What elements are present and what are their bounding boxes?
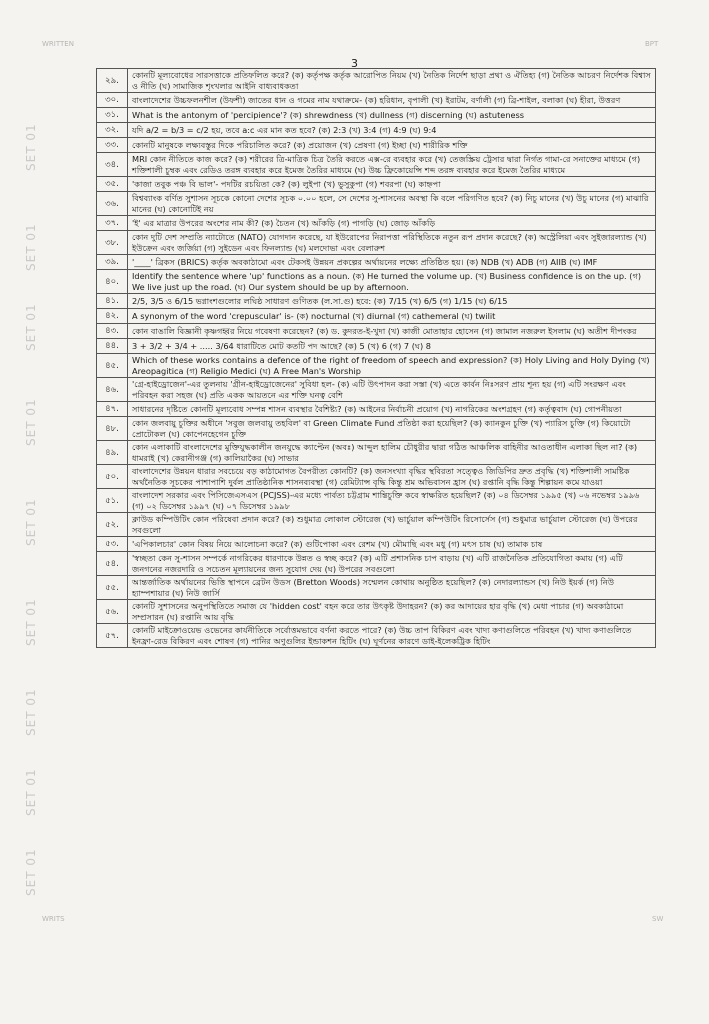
question-text: যদি a/2 = b/3 = c/2 হয়, তবে a:c এর মান কত হবে? (ক) 2:3 (খ) 3:4 (গ) 4:9 (ঘ) 9:4: [128, 123, 656, 138]
question-text: কোনটি মূল্যবোধের সারসত্তাকে প্রতিফলিত করে? (ক) কর্তৃপক্ষ কর্তৃক আরোপিত নিয়ম (খ) নৈতিক নির্দেশ ছাড়া প্রথা ও ঐতিহ্য (গ) নৈতিক আচরণ নির্দেশক বিশ্বাস ও নীতি (ঘ) সামাজিক শৃংখলার আইনি বাধ্যবাধকতা: [128, 69, 656, 93]
question-number: ৫৫.: [97, 576, 128, 600]
question-number: ৩১.: [97, 108, 128, 123]
question-number: ৪৩.: [97, 324, 128, 339]
question-text: কোন বাঙালি বিজ্ঞানী কৃষ্ণগহ্বর নিয়ে গবেষণা করেছেন? (ক) ড. কুদরত-ই-খুদা (খ) কাজী মোতাহার হোসেন (গ) জামাল নজরুল ইসলাম (ঘ) অতীশ দীপংকর: [128, 324, 656, 339]
question-row: [97, 294, 656, 309]
question-text: '____' ব্রিকস (BRICS) কর্তৃক অবকাঠামো এবং টেকসই উন্নয়ন প্রকল্পের অর্থায়নের লক্ষ্যে প্রতিষ্ঠিত হয়। (ক) NDB (খ) ADB (গ) AIIB (ঘ) IMF: [128, 255, 656, 270]
corner-mark-bottom-left: WRITS: [42, 915, 65, 923]
question-number: ৪৬.: [97, 378, 128, 402]
question-row: [97, 624, 656, 648]
watermark-set: SET 01: [24, 303, 38, 351]
question-row: [97, 69, 656, 93]
question-text: A synonym of the word 'crepuscular' is- (ক) nocturnal (খ) diurnal (গ) cathemeral (ঘ) twilit: [128, 309, 656, 324]
watermark-set: SET 01: [24, 498, 38, 546]
question-number: ৪৮.: [97, 417, 128, 441]
question-text: বিশ্বব্যাংক বর্ণিত সুশাসন সূচকে কোনো দেশের সূচক ০.০০ হলে, সে দেশের সু-শাসনের অবস্থা কি বলে পরিগণিত হবে? (ক) নিচু মানের (খ) উচু মানের (গ) মাঝারি মানের (ঘ) কোনোটিই নয়: [128, 192, 656, 216]
question-text: সাধারনের দৃষ্টিতে কোনটি মূল্যবোধ সম্পন্ন শাসন ব্যবস্থার বৈশিষ্ট্য? (ক) আইনের নির্বাচনী প্রয়োগ (খ) নাগরিকের অংশগ্রহণ (গ) কর্তৃত্ববাদ (ঘ) গোপনীয়তা: [128, 402, 656, 417]
question-number: ৪৪.: [97, 339, 128, 354]
question-text: কোনটি মাইক্রোওয়েভ ওভেনের কার্যনীতিকে সর্বোত্তমভাবে বর্ণনা করতে পারে? (ক) উচ্চ তাপ বিকিরণ এবং খাদ্য কণাগুলিতে পরিবহন (খ) খাদ্য কণাগুলিতে ইনফ্রা-রেড বিকিরণ এবং শোষণ (গ) পানির অণুগুলির ইন্ডাকশন হিটিং (ঘ) ঘূর্ণনের কারণে ডাই-ইলেকট্রিক হিটিং: [128, 624, 656, 648]
question-text: কোনটি সুশাসনের অনুপস্থিতিতে সমাজ যে 'hidden cost' বহন করে তার উৎকৃষ্ট উদাহরন? (ক) কর আদায়ের হার বৃদ্ধি (খ) মেধা পাচার (গ) অবকাঠামো সম্প্রসারন (ঘ) রপ্তানি আয় বৃদ্ধি: [128, 600, 656, 624]
watermark-set: SET 01: [24, 688, 38, 736]
watermark-set: SET 01: [24, 848, 38, 896]
question-number: ৫১.: [97, 489, 128, 513]
question-text: 3 + 3/2 + 3/4 + ..... 3/64 ধারাটিতে মোট কতটি পদ আছে? (ক) 5 (খ) 6 (গ) 7 (ঘ) 8: [128, 339, 656, 354]
question-row: [97, 339, 656, 354]
question-number: ৫৬.: [97, 600, 128, 624]
question-text: 'কাজা তবুক পঞ্চ বি ভাল'- পদটির রচয়িতা কে? (ক) লুইপা (খ) ভুসুকুপা (গ) শবরপা (ঘ) কাহ্নপা: [128, 177, 656, 192]
question-row: [97, 489, 656, 513]
question-number: ৩০.: [97, 93, 128, 108]
question-row: [97, 441, 656, 465]
question-row: [97, 108, 656, 123]
question-row: [97, 552, 656, 576]
question-text: 'স্বচ্ছতা কেন সু-শাসন সম্পর্কে নাগরিকের ধারণাকে উন্নত ও স্বচ্ছ করে? (ক) এটি প্রশাসনিক চাপ বাড়ায় (খ) এটি রাজনৈতিক প্রতিযোগিতা কমায় (গ) এটি জনগনের নজরদারি ও সচেতন মূল্যায়নের জন্য সুযোগ দেয় (ঘ) উপরের সবগুলো: [128, 552, 656, 576]
question-text: 'এপিকালচার' কোন বিষয় নিয়ে আলোচনা করে? (ক) গুটিপোকা এবং রেশম (খ) মৌমাছি এবং মধু (গ) মৎস চাষ (ঘ) তামাক চাষ: [128, 537, 656, 552]
question-number: ৩৬.: [97, 192, 128, 216]
question-number: ৫৭.: [97, 624, 128, 648]
watermark-set: SET 01: [24, 768, 38, 816]
question-number: ৪৯.: [97, 441, 128, 465]
question-text: বাংলাদেশের উচ্চফলনশীল (উফশী) জাতের ধান ও গমের নাম যথাক্রমে- (ক) হরিধান, বৃপালী (খ) ইরাটম, বর্ণালী (গ) ব্রি-শাইল, বলাকা (ঘ) হীরা, উত্তরণ: [128, 93, 656, 108]
watermark-set: SET 01: [24, 598, 38, 646]
question-row: [97, 231, 656, 255]
question-row: [97, 93, 656, 108]
corner-mark-top-right: BPT: [645, 40, 659, 48]
question-text: Which of these works contains a defence of the right of freedom of speech and expression? (ক) Holy Living and Holy Dying (খ) Areopagitica (গ) Religio Medici (ঘ) A Free Man's Worship: [128, 354, 656, 378]
question-row: [97, 378, 656, 402]
question-row: [97, 177, 656, 192]
question-text: Identify the sentence where 'up' functions as a noun. (ক) He turned the volume up. (খ) Business confidence is on the up. (গ) We live just up the road. (ঘ) Our system should be up by afternoon.: [128, 270, 656, 294]
question-row: [97, 138, 656, 153]
question-row: [97, 192, 656, 216]
question-row: [97, 324, 656, 339]
question-number: ৩৯.: [97, 255, 128, 270]
question-text: বাংলাদেশের উন্নয়ন ধারার সবচেয়ে বড় কাঠামোগত বৈপরীত্য কোনটি? (ক) জনসংখ্যা বৃদ্ধির স্থবিরতা সত্ত্বেও জিডিপির দ্রুত প্রবৃদ্ধি (খ) শক্তিশালী সামষ্টিক অর্থনৈতিক সূচকের পাশাপাশি দুর্বল প্রাতিষ্ঠানিক শাসনব্যবস্থা (গ) রেমিট্যান্স বৃদ্ধি কিন্তু শ্রম অভিবাসন হ্রাস (ঘ) রপ্তানি বৃদ্ধি কিন্তু শিল্পায়ন কমে যাওয়া: [128, 465, 656, 489]
question-text: কোনটি মানুষকে লক্ষ্যবস্তুর দিকে পরিচালিত করে? (ক) প্রয়োজন (খ) প্রেষণা (গ) ইচ্ছা (ঘ) শারীরিক শক্তি: [128, 138, 656, 153]
question-number: ৩৫.: [97, 177, 128, 192]
question-text: 'ই' এর মাত্রার উপরের অংশের নাম কী? (ক) চৈতন (খ) আঁকড়ি (গ) পাগড়ি (ঘ) জোড় আঁকড়ি: [128, 216, 656, 231]
question-row: [97, 576, 656, 600]
watermark-set: SET 01: [24, 223, 38, 271]
question-text: ক্লাউড কম্পিউটিং কোন পরিষেবা প্রদান করে? (ক) শুধুমাত্র লোকাল স্টোরেজ (খ) ভার্চুয়াল কম্পিউটিং রিসোর্সেস (গ) শুধুমাত্র ভার্চুয়াল স্টোরেজ (ঘ) উপরের সবগুলো: [128, 513, 656, 537]
question-text: 2/5, 3/5 ও 6/15 ভগ্নাংশগুলোর লঘিষ্ঠ সাধারণ গুণিতক (ল.সা.গু) হবে: (ক) 7/15 (খ) 6/5 (গ) 1/15 (ঘ) 6/15: [128, 294, 656, 309]
question-row: [97, 123, 656, 138]
question-number: ৪০.: [97, 270, 128, 294]
question-row: [97, 402, 656, 417]
question-number: ৪৫.: [97, 354, 128, 378]
question-text: What is the antonym of 'percipience'? (ক) shrewdness (খ) dullness (গ) discerning (ঘ) astuteness: [128, 108, 656, 123]
question-number: ৩৮.: [97, 231, 128, 255]
question-row: [97, 354, 656, 378]
question-row: [97, 600, 656, 624]
question-number: ৩৩.: [97, 138, 128, 153]
question-number: ৩৭.: [97, 216, 128, 231]
question-row: [97, 255, 656, 270]
watermark-set: SET 01: [24, 123, 38, 171]
question-table: [96, 68, 656, 648]
question-text: কোন জলবায়ু চুক্তির অধীনে 'সবুজ জলবায়ু তহবিল' বা Green Climate Fund প্রতিষ্ঠা করা হয়েছিল? (ক) ক্যানকুন চুক্তি (খ) প্যারিস চুক্তি (গ) কিয়োটো প্রোটোকল (ঘ) কোপেনহেগেন চুক্তি: [128, 417, 656, 441]
question-number: ৫২.: [97, 513, 128, 537]
question-text: কোন দুটি দেশ সম্প্রতি ন্যাটোতে (NATO) যোগদান করেছে, যা ইউরোপের নিরাপত্তা পরিস্থিতিকে নতুন রূপ প্রদান করেছে? (ক) অস্ট্রেলিয়া এবং সুইজারল্যান্ড (খ) ইউক্রেন এবং জর্জিয়া (গ) সুইডেন এবং ফিনল্যান্ড (ঘ) মলদোভা এবং বেলারুশ: [128, 231, 656, 255]
watermark-set: SET 01: [24, 398, 38, 446]
question-row: [97, 537, 656, 552]
question-number: ৫০.: [97, 465, 128, 489]
question-row: [97, 153, 656, 177]
question-number: ৪১.: [97, 294, 128, 309]
question-text: বাংলাদেশ সরকার এবং পিসিজেএসএস (PCJSS)-এর মধ্যে পার্বত্য চট্টগ্রাম শান্তিচুক্তি কবে স্বাক্ষরিত হয়েছিল? (ক) ০৪ ডিসেম্বর ১৯৯৫ (খ) ০৬ নভেম্বর ১৯৯৬ (গ) ০২ ডিসেম্বর ১৯৯৭ (ঘ) ০৭ ডিসেম্বর ১৯৯৮: [128, 489, 656, 513]
question-text: 'গ্রে-হাইড্রোজেন'-এর তুলনায় 'গ্রীন-হাইড্রোজেনের' সুবিধা হল- (ক) এটি উৎপাদন করা সস্তা (খ) এতে কার্বন নিঃসরণ প্রায় শূন্য হয় (গ) এটি সংরক্ষণ এবং পরিবহন করা সহজ (ঘ) প্রতি একক আয়তনে এর শক্তি ঘনত্ব বেশি: [128, 378, 656, 402]
question-row: [97, 417, 656, 441]
corner-mark-top-left: WRITTEN: [42, 40, 74, 48]
question-row: [97, 309, 656, 324]
question-text: MRI কোন নীতিতে কাজ করে? (ক) শরীরের ত্রি-মাত্রিক চিত্র তৈরি করতে এক্স-রে ব্যবহার করে (খ) তেজস্ক্রিয় ট্রেসার দ্বারা নির্গত গামা-রে সনাক্তের মাধ্যমে (গ) শক্তিশালী চুম্বক এবং রেডিও তরঙ্গ ব্যবহার করে ইমেজ তৈরির মাধ্যমে (ঘ) উচ্চ ফ্রিকোয়েন্সি শব্দ তরঙ্গ ব্যবহার করে ইমেজ তৈরির মাধ্যমে: [128, 153, 656, 177]
question-number: ৪২.: [97, 309, 128, 324]
question-number: ৪৭.: [97, 402, 128, 417]
question-number: ৫৪.: [97, 552, 128, 576]
question-row: [97, 513, 656, 537]
question-row: [97, 270, 656, 294]
corner-mark-bottom-right: SW: [652, 915, 664, 923]
question-number: ৩৪.: [97, 153, 128, 177]
question-number: ২৯.: [97, 69, 128, 93]
question-text: কোন এলাকাটি বাংলাদেশের মুক্তিযুদ্ধকালীন জনযুদ্ধে ক্যাপ্টেন (অবঃ) আব্দুল হালিম চৌধুরীর দ্বারা গঠিত আঞ্চলিক বাহিনীর আওতাধীন এলাকা ছিল না? (ক) ধামরাই (খ) কেরানীগঞ্জ (গ) কালিয়াকৈর (ঘ) সাভার: [128, 441, 656, 465]
question-row: [97, 216, 656, 231]
question-number: ৩২.: [97, 123, 128, 138]
question-text: আন্তর্জাতিক অর্থায়নের ভিত্তি স্থাপনে ব্রেটন উডস (Bretton Woods) সম্মেলন কোথায় অনুষ্ঠিত হয়েছিল? (ক) নেদারল্যান্ডস (খ) নিউ ইয়র্ক (গ) নিউ হ্যাম্পশায়ার (ঘ) নিউ জার্সি: [128, 576, 656, 600]
question-row: [97, 465, 656, 489]
question-number: ৫৩.: [97, 537, 128, 552]
page-number: 3: [351, 57, 358, 70]
